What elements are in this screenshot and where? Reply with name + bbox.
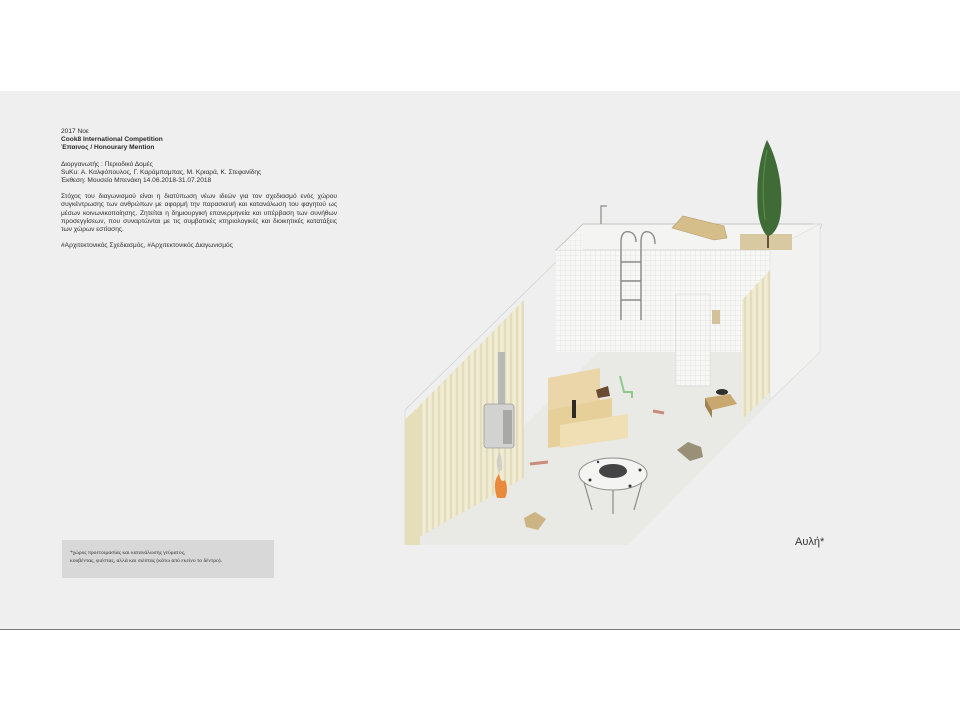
planter: [740, 234, 792, 250]
description-text: Στόχος του διαγωνισμού είναι η διατύπωση νέων ιδεών για τον σχεδιασμό ενός χώρου συγκέντρωσης των ανθρώπων με αφορμή την παρασκευή και κατανάλωση του φαγητού ως μέσων κοινωνικοποίησης. Ζητείται η δημιουργική επανερμηνεία και υπέρβαση των συνήθων προσεγγίσεων, που συναρτώνται με τις συμβατικές κτηριολογικές και διοικητικές κατατάξεις των χώρων εστίασης.: [61, 193, 337, 234]
door-panel: [676, 294, 710, 386]
competition-title: Cook8 International Competition: [61, 136, 163, 144]
drawing-label: Αυλή*: [795, 536, 825, 548]
organizer-line: Διοργανωτής : Περιοδικό Δομές: [61, 160, 153, 168]
shower-post: [601, 206, 607, 224]
footnote-line-2: κουβέντας, φιέστας, αλλά και σιέστας (κάτω από εκείνο το δέντρο).: [70, 558, 223, 564]
hashtags-line: #Αρχιτεκτονικός Σχεδιασμός, #Αρχιτεκτονικός Διαγωνισμός: [61, 242, 233, 250]
year-label: 2017 Νοε: [61, 128, 89, 135]
award-label: Έπαινος / Honourary Mention: [61, 144, 155, 152]
footnote-box: [62, 540, 274, 578]
team-line: SuKu: Α. Καλφόπουλος, Γ. Καράμπαμπας, Μ. Κριαρά, Κ. Στεφανίδης: [61, 168, 262, 176]
footnote-line-1: *χώρος προετοιμασίας και κατανάλωσης γεύματος,: [70, 550, 186, 556]
cypress-tree: [757, 140, 781, 236]
side-wall: [770, 224, 820, 400]
floor-item: [530, 462, 548, 464]
exhibition-line: Έκθεση: Μουσείο Μπενάκη 14.06.2018-31.07.2018: [61, 177, 212, 185]
